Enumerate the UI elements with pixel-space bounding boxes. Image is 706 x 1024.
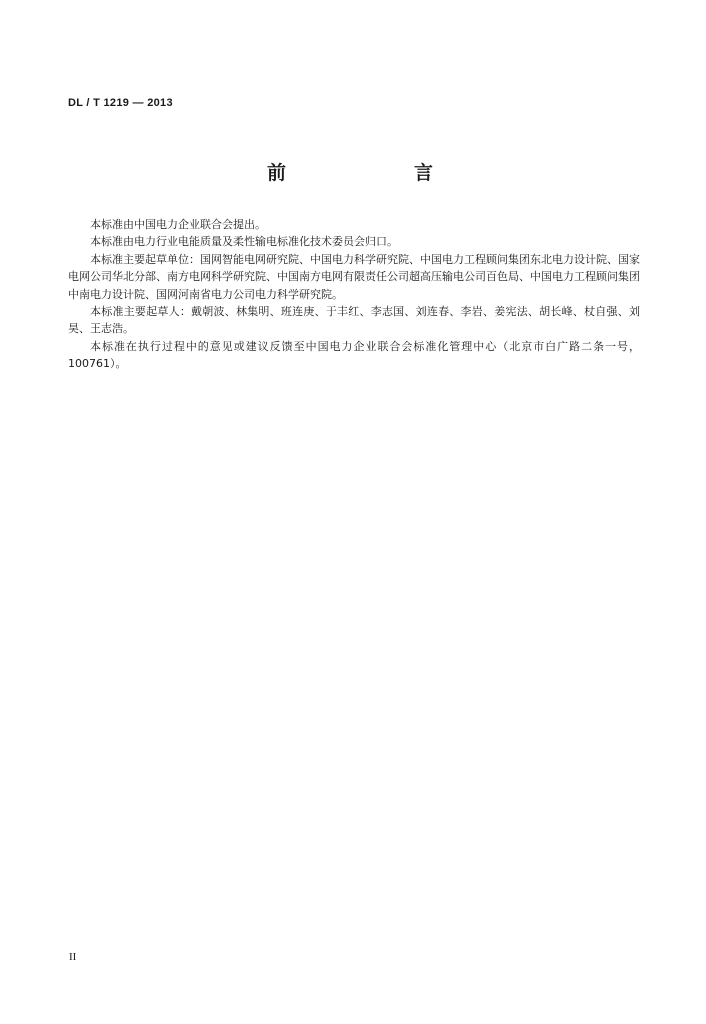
foreword-body (68, 216, 640, 373)
standard-number: DL / T 1219 — 2013 (68, 97, 173, 109)
page-number: II (69, 951, 77, 963)
paragraph-drafters: 本标准主要起草人：戴朝波、林集明、班连庚、于丰红、李志国、刘连春、李岩、姜宪法、胡长峰、杖自强、刘昊、王志浩。 (68, 305, 640, 336)
paragraph-committee: 本标准由电力行业电能质量及柔性输电标准化技术委员会归口。 (90, 235, 398, 249)
paragraph-feedback: 本标准在执行过程中的意见或建议反馈至中国电力企业联合会标准化管理中心（北京市白广路二条一号，100761）。 (68, 339, 640, 371)
paragraph-drafting-units: 本标准主要起草单位：国网智能电网研究院、中国电力科学研究院、中国电力工程顾问集团东北电力设计院、国家电网公司华北分部、南方电网科学研究院、中国南方电网有限责任公司超高压输电公司百色局、中国电力工程顾问集团中南电力设计院、国网河南省电力公司电力科学研究院。 (68, 252, 640, 301)
paragraph-proposer: 本标准由中国电力企业联合会提出。 (90, 218, 266, 231)
page-title: 前 言 (266, 162, 463, 184)
